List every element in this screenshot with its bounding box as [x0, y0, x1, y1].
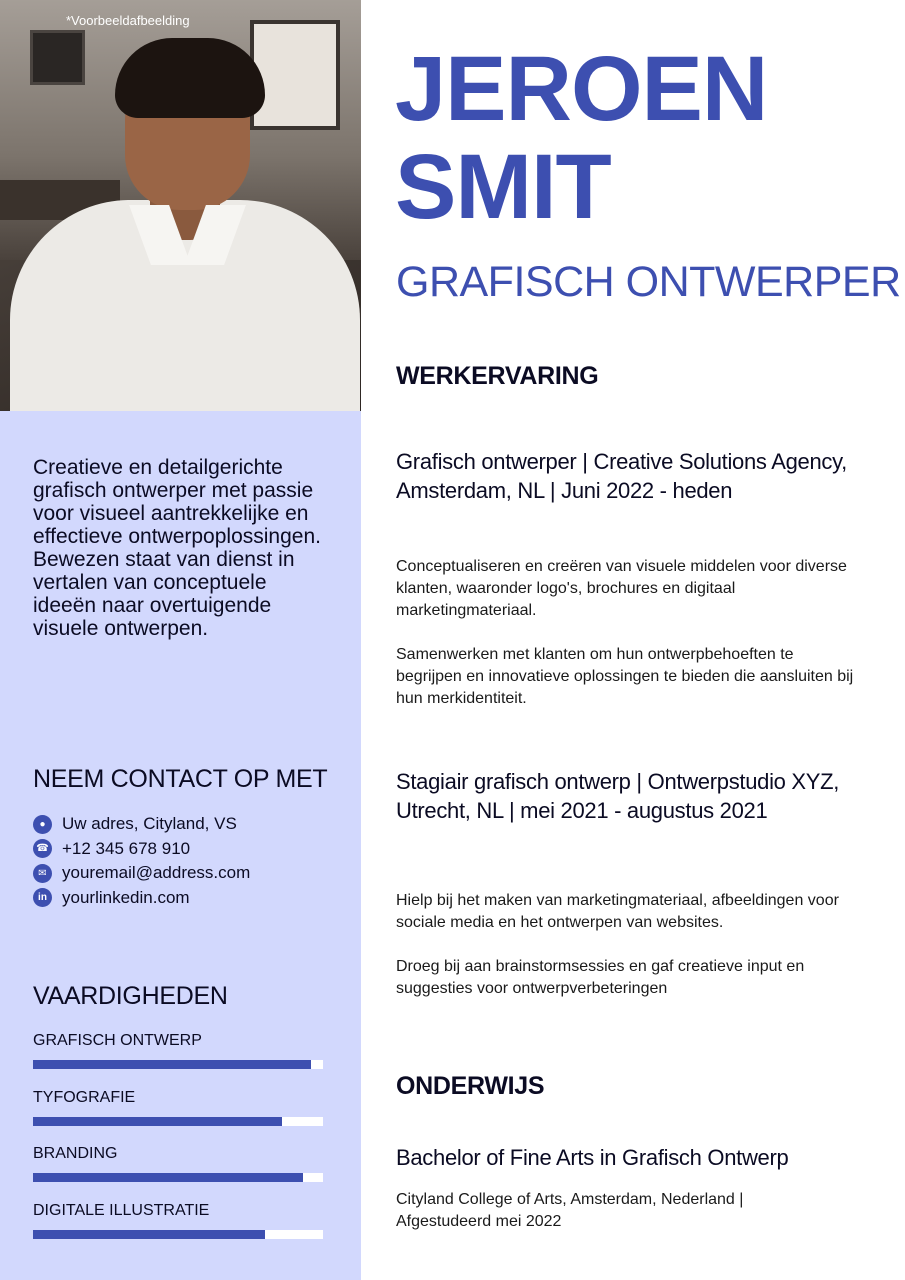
phone-icon: ☎ — [33, 839, 52, 858]
skill-bar-fill — [33, 1173, 303, 1182]
email-icon: ✉ — [33, 864, 52, 883]
job-paragraph: Samenwerken met klanten om hun ontwerpbehoeften te begrijpen en innovatieve oplossingen te bieden die aansluiten bij hun merkidentiteit. — [396, 646, 854, 707]
skill-label: TYFOGRAFIE — [33, 1089, 136, 1106]
sidebar — [0, 0, 361, 1280]
job-title: Stagiair grafisch ontwerp | Ontwerpstudio XYZ, Utrecht, NL | mei 2021 - augustus 2021 — [396, 769, 840, 823]
skill-item — [33, 1089, 323, 1107]
last-name: SMIT — [395, 136, 611, 238]
profile-photo — [0, 0, 361, 411]
job-description — [396, 556, 856, 710]
education-heading: ONDERWIJS — [396, 1072, 545, 1100]
job-paragraph: Conceptualiseren en creëren van visuele middelen voor diverse klanten, waaronder logo's, brochures en digitaal marketingmateriaal. — [396, 558, 847, 619]
contact-heading: NEEM CONTACT OP MET — [33, 765, 328, 793]
skill-item — [33, 1202, 323, 1220]
skill-bar — [33, 1173, 323, 1182]
skill-bar — [33, 1117, 323, 1126]
skill-label: BRANDING — [33, 1145, 118, 1162]
name-heading — [395, 40, 767, 236]
job-title: Grafisch ontwerper | Creative Solutions Agency, Amsterdam, NL | Juni 2022 - heden — [396, 449, 847, 503]
education-details: Cityland College of Arts, Amsterdam, Nederland | Afgestudeerd mei 2022 — [396, 1191, 744, 1230]
skill-bar-fill — [33, 1060, 311, 1069]
job-paragraph: Droeg bij aan brainstormsessies en gaf creatieve input en suggesties voor ontwerpverbeteringen — [396, 958, 805, 997]
photo-note: *Voorbeeldafbeelding — [66, 13, 190, 28]
skill-label: DIGITALE ILLUSTRATIE — [33, 1202, 210, 1219]
skill-item — [33, 1032, 323, 1050]
skill-bar-fill — [33, 1230, 265, 1239]
skill-item — [33, 1145, 323, 1163]
linkedin-icon: in — [33, 888, 52, 907]
skill-bar — [33, 1060, 323, 1069]
job-role: GRAFISCH ONTWERPER — [396, 258, 901, 306]
contact-linkedin[interactable]: in yourlinkedin.com — [33, 886, 250, 911]
job-paragraph: Hielp bij het maken van marketingmateriaal, afbeeldingen voor sociale media en het ontwerpen van websites. — [396, 892, 839, 931]
skill-bar-fill — [33, 1117, 282, 1126]
contact-email[interactable]: ✉ youremail@address.com — [33, 861, 250, 886]
contact-list — [33, 812, 250, 910]
degree-title: Bachelor of Fine Arts in Grafisch Ontwerp — [396, 1145, 789, 1170]
contact-address: ● Uw adres, Cityland, VS — [33, 812, 250, 837]
skills-heading: VAARDIGHEDEN — [33, 982, 228, 1010]
skill-label: GRAFISCH ONTWERP — [33, 1032, 202, 1049]
skill-bar — [33, 1230, 323, 1239]
first-name: JEROEN — [395, 38, 768, 140]
location-icon: ● — [33, 815, 52, 834]
contact-phone: ☎ +12 345 678 910 — [33, 837, 250, 862]
experience-heading: WERKERVARING — [396, 362, 599, 390]
profile-summary: Creatieve en detailgerichte grafisch ontwerper met passie voor visueel aantrekkelijke en effectieve ontwerpoplossingen. Bewezen staat van dienst in vertalen van conceptuele ideeën naar overtuigende visuele ontwerpen. — [33, 456, 321, 640]
job-description — [396, 890, 856, 1000]
